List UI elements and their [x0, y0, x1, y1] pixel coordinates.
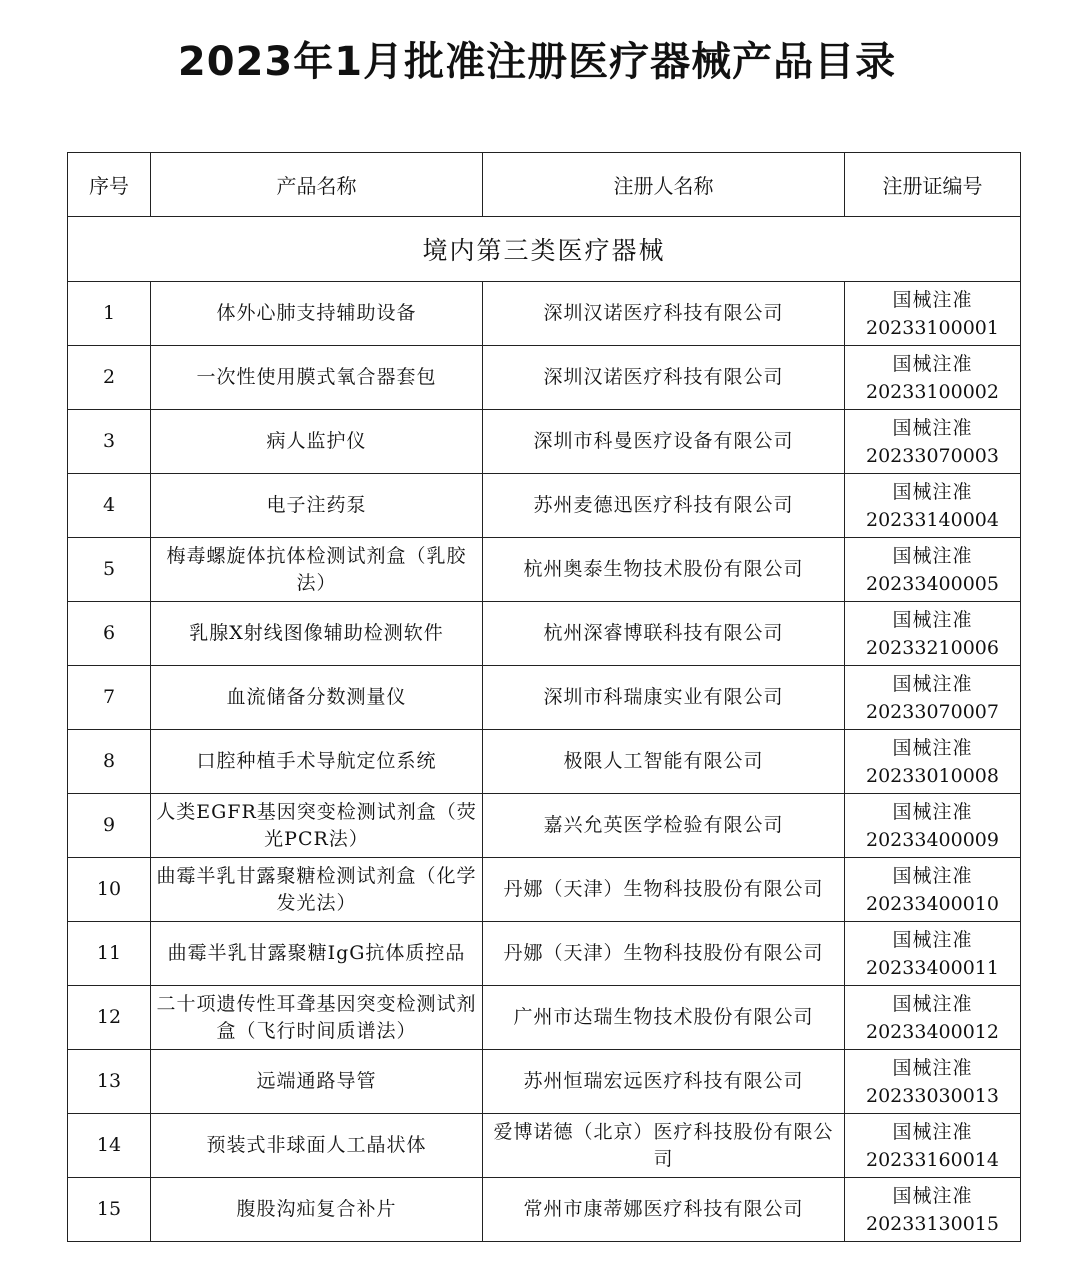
cert-prefix: 国械注准 [892, 864, 973, 887]
table-row [68, 986, 1021, 1050]
row-registrant: 广州市达瑞生物技术股份有限公司 [483, 986, 845, 1050]
row-product: 人类EGFR基因突变检测试剂盒（荧光PCR法） [151, 794, 483, 858]
row-registrant: 深圳汉诺医疗科技有限公司 [483, 282, 845, 346]
header-cert: 注册证编号 [845, 153, 1021, 217]
row-cert [845, 730, 1021, 794]
row-seq: 15 [68, 1178, 151, 1242]
row-seq: 11 [68, 922, 151, 986]
cert-number: 20233160014 [866, 1148, 999, 1171]
cert-number: 20233400010 [866, 892, 999, 915]
row-seq: 1 [68, 282, 151, 346]
cert-prefix: 国械注准 [892, 1184, 973, 1207]
table-row [68, 282, 1021, 346]
table-row [68, 602, 1021, 666]
cert-prefix: 国械注准 [892, 928, 973, 951]
row-seq: 9 [68, 794, 151, 858]
cert-prefix: 国械注准 [892, 800, 973, 823]
table-row [68, 410, 1021, 474]
row-seq: 2 [68, 346, 151, 410]
table-row [68, 858, 1021, 922]
row-registrant: 极限人工智能有限公司 [483, 730, 845, 794]
section-title: 境内第三类医疗器械 [68, 217, 1021, 282]
row-product: 口腔种植手术导航定位系统 [151, 730, 483, 794]
row-cert [845, 922, 1021, 986]
row-seq: 12 [68, 986, 151, 1050]
table-row [68, 538, 1021, 602]
row-product: 病人监护仪 [151, 410, 483, 474]
row-cert [845, 794, 1021, 858]
row-cert [845, 282, 1021, 346]
row-product: 曲霉半乳甘露聚糖IgG抗体质控品 [151, 922, 483, 986]
table-row [68, 922, 1021, 986]
row-cert [845, 858, 1021, 922]
row-registrant: 爱博诺德（北京）医疗科技股份有限公司 [483, 1114, 845, 1178]
header-registrant: 注册人名称 [483, 153, 845, 217]
table-row [68, 346, 1021, 410]
row-seq: 8 [68, 730, 151, 794]
cert-prefix: 国械注准 [892, 544, 973, 567]
row-registrant: 深圳汉诺医疗科技有限公司 [483, 346, 845, 410]
cert-prefix: 国械注准 [892, 1120, 973, 1143]
cert-prefix: 国械注准 [892, 416, 973, 439]
row-product: 梅毒螺旋体抗体检测试剂盒（乳胶法） [151, 538, 483, 602]
row-seq: 3 [68, 410, 151, 474]
row-product: 预装式非球面人工晶状体 [151, 1114, 483, 1178]
row-registrant: 深圳市科曼医疗设备有限公司 [483, 410, 845, 474]
cert-number: 20233210006 [866, 636, 999, 659]
row-registrant: 丹娜（天津）生物科技股份有限公司 [483, 858, 845, 922]
cert-prefix: 国械注准 [892, 352, 973, 375]
cert-prefix: 国械注准 [892, 992, 973, 1015]
cert-prefix: 国械注准 [892, 672, 973, 695]
cert-number: 20233400012 [866, 1020, 999, 1043]
row-product: 电子注药泵 [151, 474, 483, 538]
table-row [68, 1178, 1021, 1242]
cert-number: 20233400011 [866, 956, 999, 979]
table-row [68, 474, 1021, 538]
row-product: 血流储备分数测量仪 [151, 666, 483, 730]
row-cert [845, 538, 1021, 602]
row-seq: 5 [68, 538, 151, 602]
cert-number: 20233010008 [866, 764, 999, 787]
row-seq: 13 [68, 1050, 151, 1114]
cert-prefix: 国械注准 [892, 736, 973, 759]
row-registrant: 杭州奥泰生物技术股份有限公司 [483, 538, 845, 602]
table-row [68, 1114, 1021, 1178]
row-cert [845, 1114, 1021, 1178]
row-registrant: 苏州恒瑞宏远医疗科技有限公司 [483, 1050, 845, 1114]
cert-number: 20233070003 [866, 444, 999, 467]
row-registrant: 苏州麦德迅医疗科技有限公司 [483, 474, 845, 538]
row-cert [845, 986, 1021, 1050]
table-row [68, 730, 1021, 794]
cert-prefix: 国械注准 [892, 480, 973, 503]
row-registrant: 常州市康蒂娜医疗科技有限公司 [483, 1178, 845, 1242]
header-row [68, 153, 1021, 217]
row-seq: 14 [68, 1114, 151, 1178]
cert-number: 20233400005 [866, 572, 999, 595]
cert-number: 20233100001 [866, 316, 999, 339]
cert-number: 20233140004 [866, 508, 999, 531]
row-cert [845, 474, 1021, 538]
row-product: 远端通路导管 [151, 1050, 483, 1114]
row-cert [845, 410, 1021, 474]
row-registrant: 嘉兴允英医学检验有限公司 [483, 794, 845, 858]
row-cert [845, 602, 1021, 666]
row-seq: 7 [68, 666, 151, 730]
row-product: 二十项遗传性耳聋基因突变检测试剂盒（飞行时间质谱法） [151, 986, 483, 1050]
cert-number: 20233030013 [866, 1084, 999, 1107]
row-registrant: 杭州深睿博联科技有限公司 [483, 602, 845, 666]
row-cert [845, 1178, 1021, 1242]
cert-number: 20233400009 [866, 828, 999, 851]
header-product: 产品名称 [151, 153, 483, 217]
row-product: 曲霉半乳甘露聚糖检测试剂盒（化学发光法） [151, 858, 483, 922]
cert-prefix: 国械注准 [892, 288, 973, 311]
header-seq: 序号 [68, 153, 151, 217]
row-cert [845, 346, 1021, 410]
row-cert [845, 666, 1021, 730]
row-seq: 10 [68, 858, 151, 922]
cert-number: 20233070007 [866, 700, 999, 723]
section-row [68, 217, 1021, 282]
row-product: 腹股沟疝复合补片 [151, 1178, 483, 1242]
page-title: 2023年1月批准注册医疗器械产品目录 [177, 39, 897, 85]
row-seq: 4 [68, 474, 151, 538]
row-registrant: 深圳市科瑞康实业有限公司 [483, 666, 845, 730]
row-registrant: 丹娜（天津）生物科技股份有限公司 [483, 922, 845, 986]
row-seq: 6 [68, 602, 151, 666]
row-product: 一次性使用膜式氧合器套包 [151, 346, 483, 410]
cert-prefix: 国械注准 [892, 1056, 973, 1079]
table-row [68, 1050, 1021, 1114]
table-row [68, 794, 1021, 858]
row-product: 体外心肺支持辅助设备 [151, 282, 483, 346]
cert-prefix: 国械注准 [892, 608, 973, 631]
catalog-table [67, 152, 1021, 1242]
row-cert [845, 1050, 1021, 1114]
cert-number: 20233100002 [866, 380, 999, 403]
table-row [68, 666, 1021, 730]
row-product: 乳腺X射线图像辅助检测软件 [151, 602, 483, 666]
cert-number: 20233130015 [866, 1212, 999, 1235]
